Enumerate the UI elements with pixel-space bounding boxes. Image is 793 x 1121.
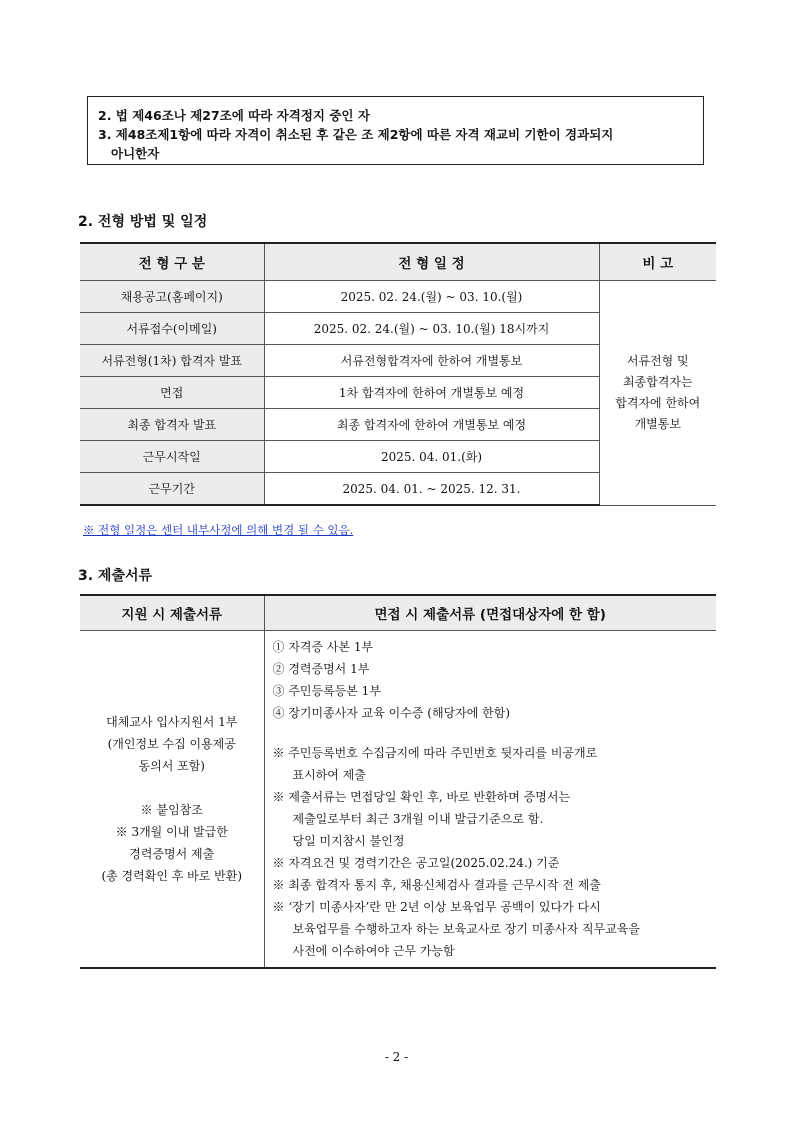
box-line: 3. 제48조제1항에 따라 자격이 취소된 후 같은 조 제2항에 따른 자격 재교비 기한이 경과되지	[98, 127, 614, 142]
interview-note-line: ※ 자격요건 및 경력기간은 공고일(2025.02.24.) 기준	[272, 856, 560, 870]
header-schedule: 전 형 일 정	[264, 243, 599, 281]
application-line: 경력증명서 제출	[129, 847, 215, 861]
row-schedule: 2025. 02. 24.(월) ~ 03. 10.(월) 18시까지	[264, 313, 599, 345]
row-category: 채용공고(홈페이지)	[80, 281, 264, 313]
row-category: 서류전형(1차) 합격자 발표	[80, 345, 264, 377]
interview-doc-item: ② 경력증명서 1부	[272, 662, 370, 676]
row-category: 최종 합격자 발표	[80, 409, 264, 441]
table-header-row	[80, 595, 716, 631]
header-category: 전 형 구 분	[80, 243, 264, 281]
interview-note-line: 당일 미지참시 불인정	[292, 834, 405, 848]
row-category: 면접	[80, 377, 264, 409]
row-schedule: 2025. 02. 24.(월) ~ 03. 10.(월)	[264, 281, 599, 313]
interview-note-line: ※ 주민등록번호 수집금지에 따라 주민번호 뒷자리를 비공개로	[272, 746, 598, 760]
interview-note-line: 보육업무를 수행하고자 하는 보육교사로 장기 미종사자 직무교육을	[292, 922, 640, 936]
row-category: 서류접수(이메일)	[80, 313, 264, 345]
section-heading-selection: 2. 전형 방법 및 일정	[78, 214, 208, 230]
disqualification-box	[87, 96, 704, 165]
interview-doc-item: ③ 주민등록등본 1부	[272, 684, 381, 698]
interview-doc-item: ① 자격증 사본 1부	[272, 640, 374, 654]
header-application-docs: 지원 시 제출서류	[80, 595, 264, 631]
documents-table	[80, 594, 716, 969]
row-schedule: 2025. 04. 01.(화)	[264, 441, 599, 473]
header-interview-docs: 면접 시 제출서류 (면접대상자에 한 함)	[264, 595, 716, 631]
remarks-line: 개별통보	[634, 416, 681, 431]
remarks-cell	[599, 281, 716, 506]
interview-note-line: 제출일로부터 최근 3개월 이내 발급기준으로 함.	[292, 812, 544, 826]
header-remarks: 비 고	[599, 243, 716, 281]
application-docs-cell	[80, 631, 264, 969]
table-row	[80, 631, 716, 969]
remarks-line: 서류전형 및	[626, 353, 689, 368]
table-header-row	[80, 243, 716, 281]
interview-doc-item: ④ 장기미종사자 교육 이수증 (해당자에 한함)	[272, 706, 511, 720]
remarks-line: 합격자에 한하여	[615, 395, 701, 410]
interview-note-line: 표시하여 제출	[292, 768, 366, 782]
page-number: - 2 -	[384, 1050, 409, 1064]
box-line: 아니한자	[111, 146, 160, 161]
row-category: 근무기간	[80, 473, 264, 506]
row-category: 근무시작일	[80, 441, 264, 473]
application-line: (개인정보 수집 이용제공	[107, 737, 236, 751]
remarks-line: 최종합격자는	[622, 374, 693, 389]
row-schedule: 최종 합격자에 한하여 개별통보 예정	[264, 409, 599, 441]
interview-note-line: ※ 제출서류는 면접당일 확인 후, 바로 반환하며 증명서는	[272, 790, 571, 804]
interview-docs-cell	[264, 631, 716, 969]
row-schedule: 서류전형합격자에 한하여 개별통보	[264, 345, 599, 377]
interview-note-line: 사전에 이수하여야 근무 가능함	[292, 944, 455, 958]
table-row	[80, 281, 716, 313]
section-heading-documents: 3. 제출서류	[78, 568, 153, 584]
application-line: (총 경력확인 후 바로 반환)	[101, 869, 243, 883]
application-line: 대체교사 입사지원서 1부	[106, 715, 238, 729]
row-schedule: 1차 합격자에 한하여 개별통보 예정	[264, 377, 599, 409]
interview-note-line: ※ ‘장기 미종사자’란 만 2년 이상 보육업무 공백이 있다가 다시	[272, 900, 601, 914]
schedule-change-note: ※ 전형 일정은 센터 내부사정에 의해 변경 될 수 있음.	[83, 523, 354, 537]
box-line: 2. 법 제46조나 제27조에 따라 자격정지 중인 자	[98, 108, 370, 123]
interview-note-line: ※ 최종 합격자 통지 후, 채용신체검사 결과를 근무시작 전 제출	[272, 878, 601, 892]
application-line: ※ 붙임참조	[140, 803, 203, 817]
selection-schedule-table	[80, 242, 716, 506]
row-schedule: 2025. 04. 01. ~ 2025. 12. 31.	[264, 473, 599, 506]
application-line: ※ 3개월 이내 발급한	[115, 825, 228, 839]
application-line: 동의서 포함)	[138, 759, 205, 773]
